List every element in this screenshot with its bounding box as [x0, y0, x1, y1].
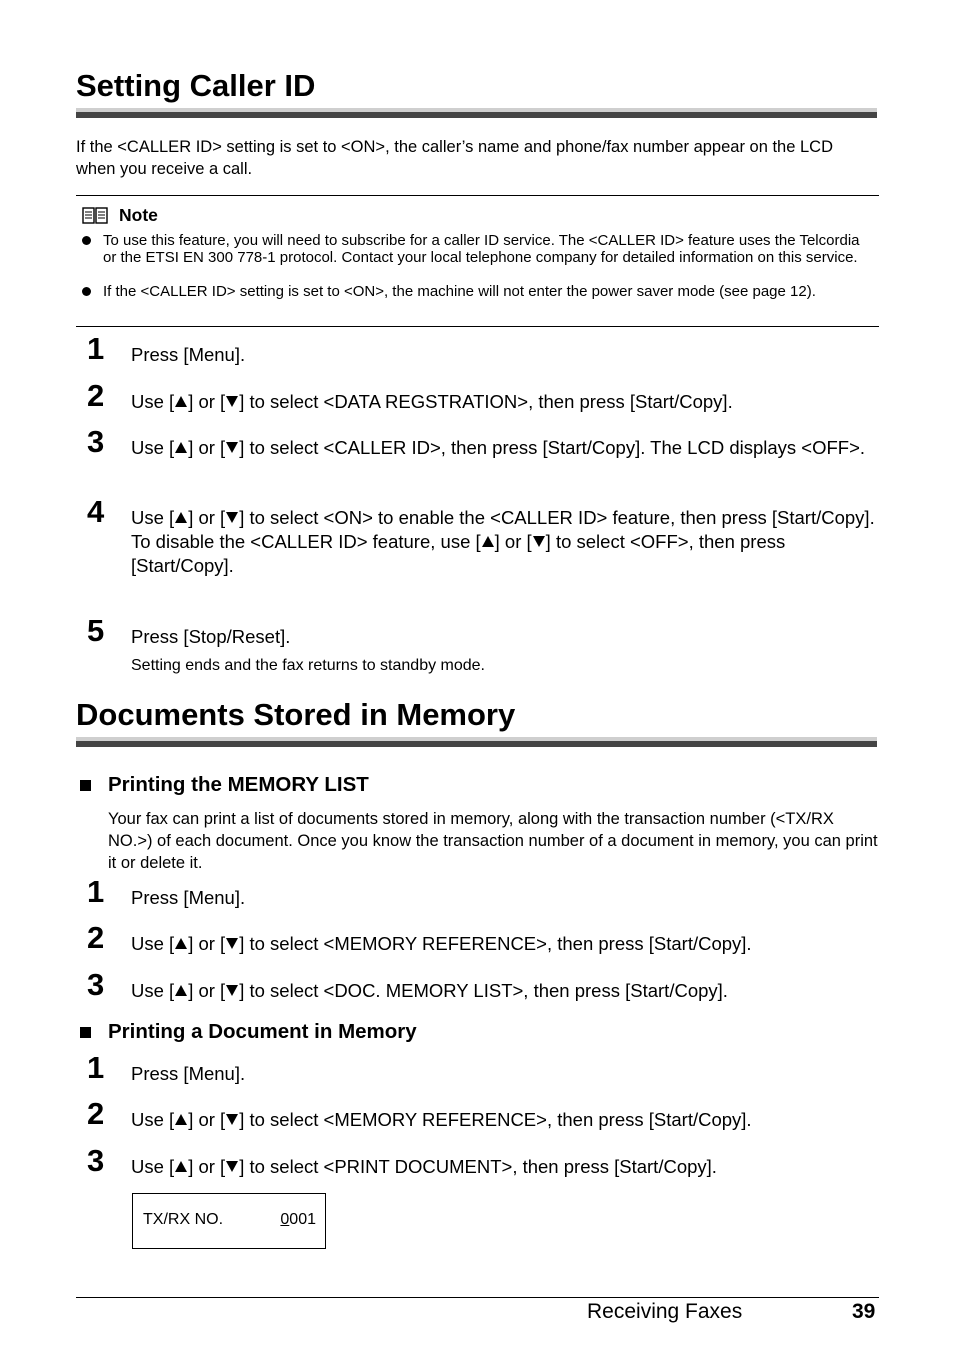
step-subtext: Setting ends and the fax returns to standby mode. [131, 657, 485, 674]
book-icon [82, 207, 108, 225]
step-number: 3 [87, 1143, 105, 1178]
footer-rule [76, 1297, 879, 1298]
note-bullet-text: If the <CALLER ID> setting is set to <ON>, the machine will not enter the power saver mode (see page 12). [103, 283, 816, 300]
title-rule [76, 737, 877, 747]
up-arrow-key-icon [175, 1161, 187, 1172]
step-text: Use [ ] or [ ] to select <CALLER ID>, then press [Start/Copy]. The LCD displays <OFF>. [131, 437, 866, 458]
note-bullet [80, 232, 870, 266]
step-number: 1 [87, 1050, 105, 1085]
down-arrow-key-icon [226, 442, 238, 453]
note-heading [82, 205, 158, 226]
up-arrow-key-icon [175, 985, 187, 996]
square-bullet-icon [80, 780, 91, 791]
step [87, 424, 877, 460]
note-top-divider [76, 195, 879, 196]
up-arrow-key-icon [175, 442, 187, 453]
step-text: Use [ ] or [ ] to select <MEMORY REFERENCE>, then press [Start/Copy]. [131, 1109, 752, 1130]
step [87, 1143, 877, 1179]
step-text: Use [ ] or [ ] to select <PRINT DOCUMENT>, then press [Start/Copy]. [131, 1156, 717, 1177]
subheading-printing-memory-list: Printing the MEMORY LIST [80, 773, 369, 797]
step-number: 2 [87, 1096, 105, 1131]
step-number: 4 [87, 494, 105, 529]
step-text: Press [Menu]. [131, 344, 246, 365]
step-text: Press [Menu]. [131, 887, 246, 908]
note-bullet [80, 283, 870, 300]
bullet-dot [82, 236, 91, 245]
title-rule [76, 108, 877, 118]
up-arrow-key-icon [175, 938, 187, 949]
step-text: Use [ ] or [ ] to select <DOC. MEMORY LIST>, then press [Start/Copy]. [131, 980, 728, 1001]
note-bottom-divider [76, 326, 879, 327]
down-arrow-key-icon [533, 536, 545, 547]
memory-list-paragraph: Your fax can print a list of documents stored in memory, along with the transaction number (<TX/RX NO.>) of each document. Once you know the transaction number of a document in memory, you can print it or delete it. [108, 810, 878, 872]
lcd-value: 0001 [280, 1211, 316, 1228]
up-arrow-key-icon [175, 512, 187, 523]
step-number: 3 [87, 967, 105, 1002]
up-arrow-key-icon [175, 396, 187, 407]
down-arrow-key-icon [226, 1114, 238, 1125]
step [87, 378, 877, 414]
down-arrow-key-icon [226, 1161, 238, 1172]
up-arrow-key-icon [482, 536, 494, 547]
step-number: 2 [87, 378, 105, 413]
step [87, 874, 877, 910]
section-title-setting-caller-id: Setting Caller ID [76, 68, 316, 103]
lcd-cursor-digit: 0 [280, 1211, 290, 1228]
note-label: Note [119, 205, 158, 225]
step [87, 494, 877, 578]
intro-paragraph: If the <CALLER ID> setting is set to <ON>, the caller’s name and phone/fax number appear on the LCD when you receive a call. [76, 138, 833, 178]
step [87, 331, 877, 367]
step-text: Use [ ] or [ ] to select <MEMORY REFERENCE>, then press [Start/Copy]. [131, 933, 752, 954]
step-number: 3 [87, 424, 105, 459]
lcd-display [132, 1193, 326, 1249]
page-number: 39 [852, 1300, 876, 1323]
step-text: Use [ ] or [ ] to select <ON> to enable the <CALLER ID> feature, then press [Start/Copy]. To disable the <CALLER ID> feature, use [ ] or [ ] to select <OFF>, then press [Start/Copy]. [131, 507, 875, 576]
step-text: Use [ ] or [ ] to select <DATA REGSTRATION>, then press [Start/Copy]. [131, 391, 733, 412]
section-title-documents-stored: Documents Stored in Memory [76, 697, 516, 732]
step [87, 613, 877, 677]
step-number: 1 [87, 331, 105, 366]
step-number: 5 [87, 613, 105, 648]
note-bullet-text: To use this feature, you will need to subscribe for a caller ID service. The <CALLER ID> feature uses the Telcordia or the ETSI EN 300 778-1 protocol. Contact your local telephone company for detailed information on this service. [103, 232, 860, 266]
down-arrow-key-icon [226, 512, 238, 523]
down-arrow-key-icon [226, 396, 238, 407]
down-arrow-key-icon [226, 985, 238, 996]
footer-section-name: Receiving Faxes [587, 1300, 743, 1323]
step [87, 1096, 877, 1132]
step-text: Press [Menu]. [131, 1063, 246, 1084]
subheading-printing-document: Printing a Document in Memory [80, 1020, 417, 1044]
step-number: 2 [87, 920, 105, 955]
step-text: Press [Stop/Reset]. Setting ends and the fax returns to standby mode. [131, 625, 877, 677]
step-number: 1 [87, 874, 105, 909]
up-arrow-key-icon [175, 1114, 187, 1125]
step [87, 1050, 877, 1086]
step [87, 920, 877, 956]
down-arrow-key-icon [226, 938, 238, 949]
bullet-dot [82, 287, 91, 296]
step [87, 967, 877, 1003]
lcd-label: TX/RX NO. [143, 1211, 224, 1228]
square-bullet-icon [80, 1027, 91, 1038]
